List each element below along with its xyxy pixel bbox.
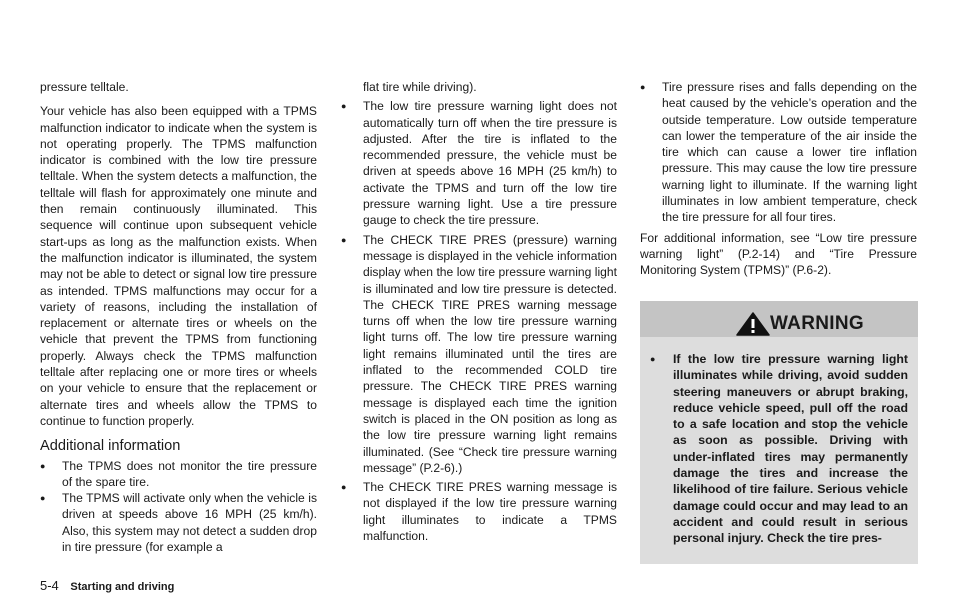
section-heading: Additional information — [40, 438, 181, 455]
list-item: ● The CHECK TIRE PRES (pressure) warning message is displayed in the vehicle information display when the low tire pressure warning light is illuminated and low tire pressure is detected. The CHECK TIRE PRES warning message turns off when the low tire pressure warning light turns off. The low tire pressure warning light remains illuminated until the tires are inflated to the recommended COLD tire pressure. The CHECK TIRE PRES warning message is displayed each time the ignition switch is placed in the ON position as long as the low tire pressure warning light remains illuminated. (See “Check tire pressure warning message” (P.2-6).) — [341, 232, 617, 476]
paragraph: pressure telltale. — [40, 80, 129, 94]
warning-box — [640, 301, 918, 564]
warning-header — [640, 301, 918, 337]
warning-triangle-icon — [736, 312, 770, 336]
column-middle — [341, 79, 617, 544]
list-item: ● The CHECK TIRE PRES warning message is not displayed if the low tire pressure warning light illuminates to indicate a TPMS malfunction. — [341, 479, 617, 544]
section-title: Starting and driving — [70, 581, 175, 593]
warning-item: ● If the low tire pressure warning light illuminates while driving, avoid sudden steering maneuvers or abrupt braking, reduce vehicle speed, pull off the road to a safe location and stop the vehicle as soon as possible. Driving with under-inflated tires may permanently damage the tires and increase the likelihood of tire failure. Serious vehicle damage could occur and may lead to an accident and could result in serious personal injury. Check the tire pres- — [650, 351, 908, 547]
page-footer — [40, 578, 174, 593]
paragraph: Your vehicle has also been equipped with a TPMS malfunction indicator to indicate when the system is not operating properly. The TPMS malfunction indicator is combined with the low tire pressure telltale. When the system detects a malfunction, the telltale will flash for approximately one minute and then remain continuously illuminated. This sequence will continue upon subsequent vehicle start-ups as long as the malfunction exists. When the malfunction indicator is illuminated, the system may not be able to detect or signal low tire pressure as intended. TPMS malfunctions may occur for a variety of reasons, including the installation of replacement or alternate tires or wheels on the vehicle that prevent the TPMS from functioning properly. Always check the TPMS malfunction telltale after replacing one or more tires or wheels on your vehicle to ensure that the replacement or alternate tires and wheels allow the TPMS to continue to function properly. — [40, 104, 317, 428]
list-item: ● Tire pressure rises and falls depending on the heat caused by the vehicle’s operation and the outside temperature. Low outside temperature can lower the temperature of the air inside the tire which can cause a lower tire inflation pressure. This may cause the low tire pressure warning light to illuminate. If the warning light illuminates in low ambient temperature, check the tire pressure for all four tires. — [640, 79, 917, 226]
warning-list — [650, 351, 908, 547]
bullet-list — [640, 79, 917, 226]
column-left — [40, 79, 317, 555]
continued-text: flat tire while driving). — [363, 80, 477, 94]
reference-paragraph: For additional information, see “Low tire pressure warning light” (P.2-14) and “Tire Pressure Monitoring System (TPMS)” (P.6-2). — [640, 230, 917, 278]
bullet-list — [341, 98, 617, 544]
bullet-list — [40, 458, 317, 556]
page-number: 5-4 — [40, 578, 59, 593]
list-item: ● The TPMS will activate only when the vehicle is driven at speeds above 16 MPH (25 km/h). Also, this system may not detect a sudden drop in tire pressure (for example a — [40, 490, 317, 555]
column-right — [640, 79, 917, 279]
warning-title: WARNING — [770, 313, 864, 334]
list-item: ● The TPMS does not monitor the tire pressure of the spare tire. — [40, 458, 317, 491]
list-item: ● The low tire pressure warning light does not automatically turn off when the tire pressure is adjusted. After the tire is inflated to the recommended pressure, the vehicle must be driven at speeds above 16 MPH (25 km/h) to activate the TPMS and turn off the low tire pressure warning light. Use a tire pressure gauge to check the tire pressure. — [341, 98, 617, 228]
